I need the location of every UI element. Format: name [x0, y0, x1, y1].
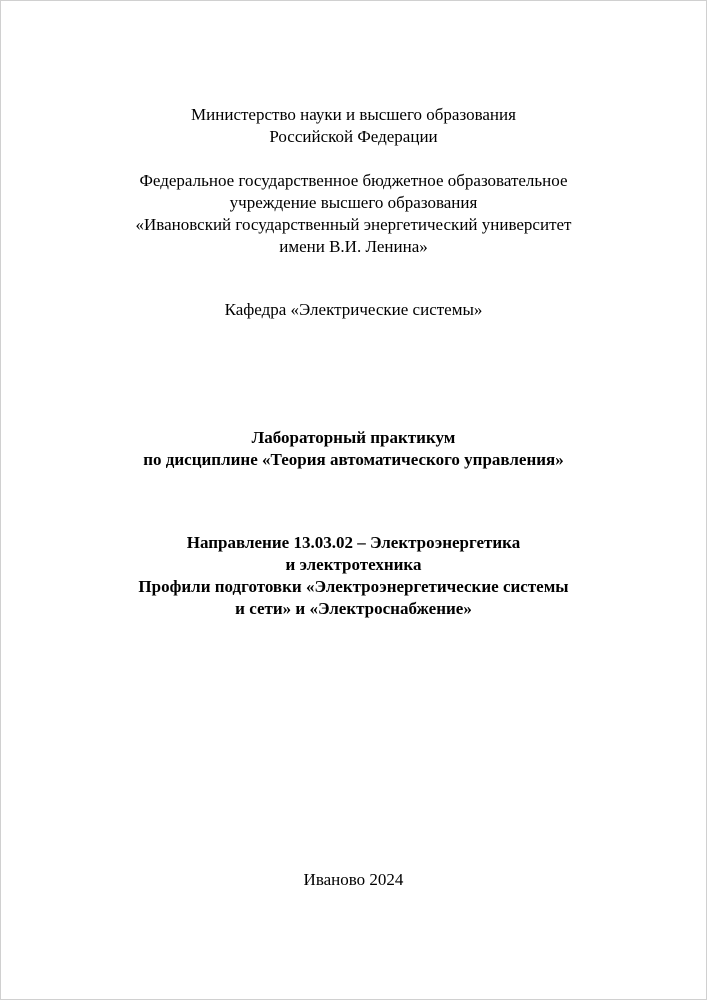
ministry-line-1: Министерство науки и высшего образования: [191, 105, 516, 124]
direction-line-2: и электротехника: [285, 555, 422, 574]
direction-line-1: Направление 13.03.02 – Электроэнергетика: [186, 533, 521, 552]
university-header: [1, 170, 706, 258]
department-line-1: Кафедра «Электрические системы»: [224, 300, 483, 319]
ministry-line-2: Российской Федерации: [269, 127, 438, 146]
title-line-1: Лабораторный практикум: [251, 428, 456, 447]
direction-line-3: Профили подготовки «Электроэнергетические системы: [138, 577, 569, 596]
study-direction: [1, 532, 706, 620]
university-line-2: учреждение высшего образования: [229, 193, 478, 212]
title-line-2: по дисциплине «Теория автоматического управления»: [143, 450, 564, 469]
university-line-4: имени В.И. Ленина»: [279, 237, 428, 256]
ministry-header: [1, 104, 706, 148]
city-year: Иваново 2024: [303, 870, 404, 889]
department-header: [1, 299, 706, 321]
university-line-3: «Ивановский государственный энергетический университет: [135, 215, 572, 234]
document-title: [1, 427, 706, 471]
university-line-1: Федеральное государственное бюджетное образовательное: [139, 171, 568, 190]
direction-line-4: и сети» и «Электроснабжение»: [235, 599, 472, 618]
city-year-footer: [1, 869, 706, 891]
